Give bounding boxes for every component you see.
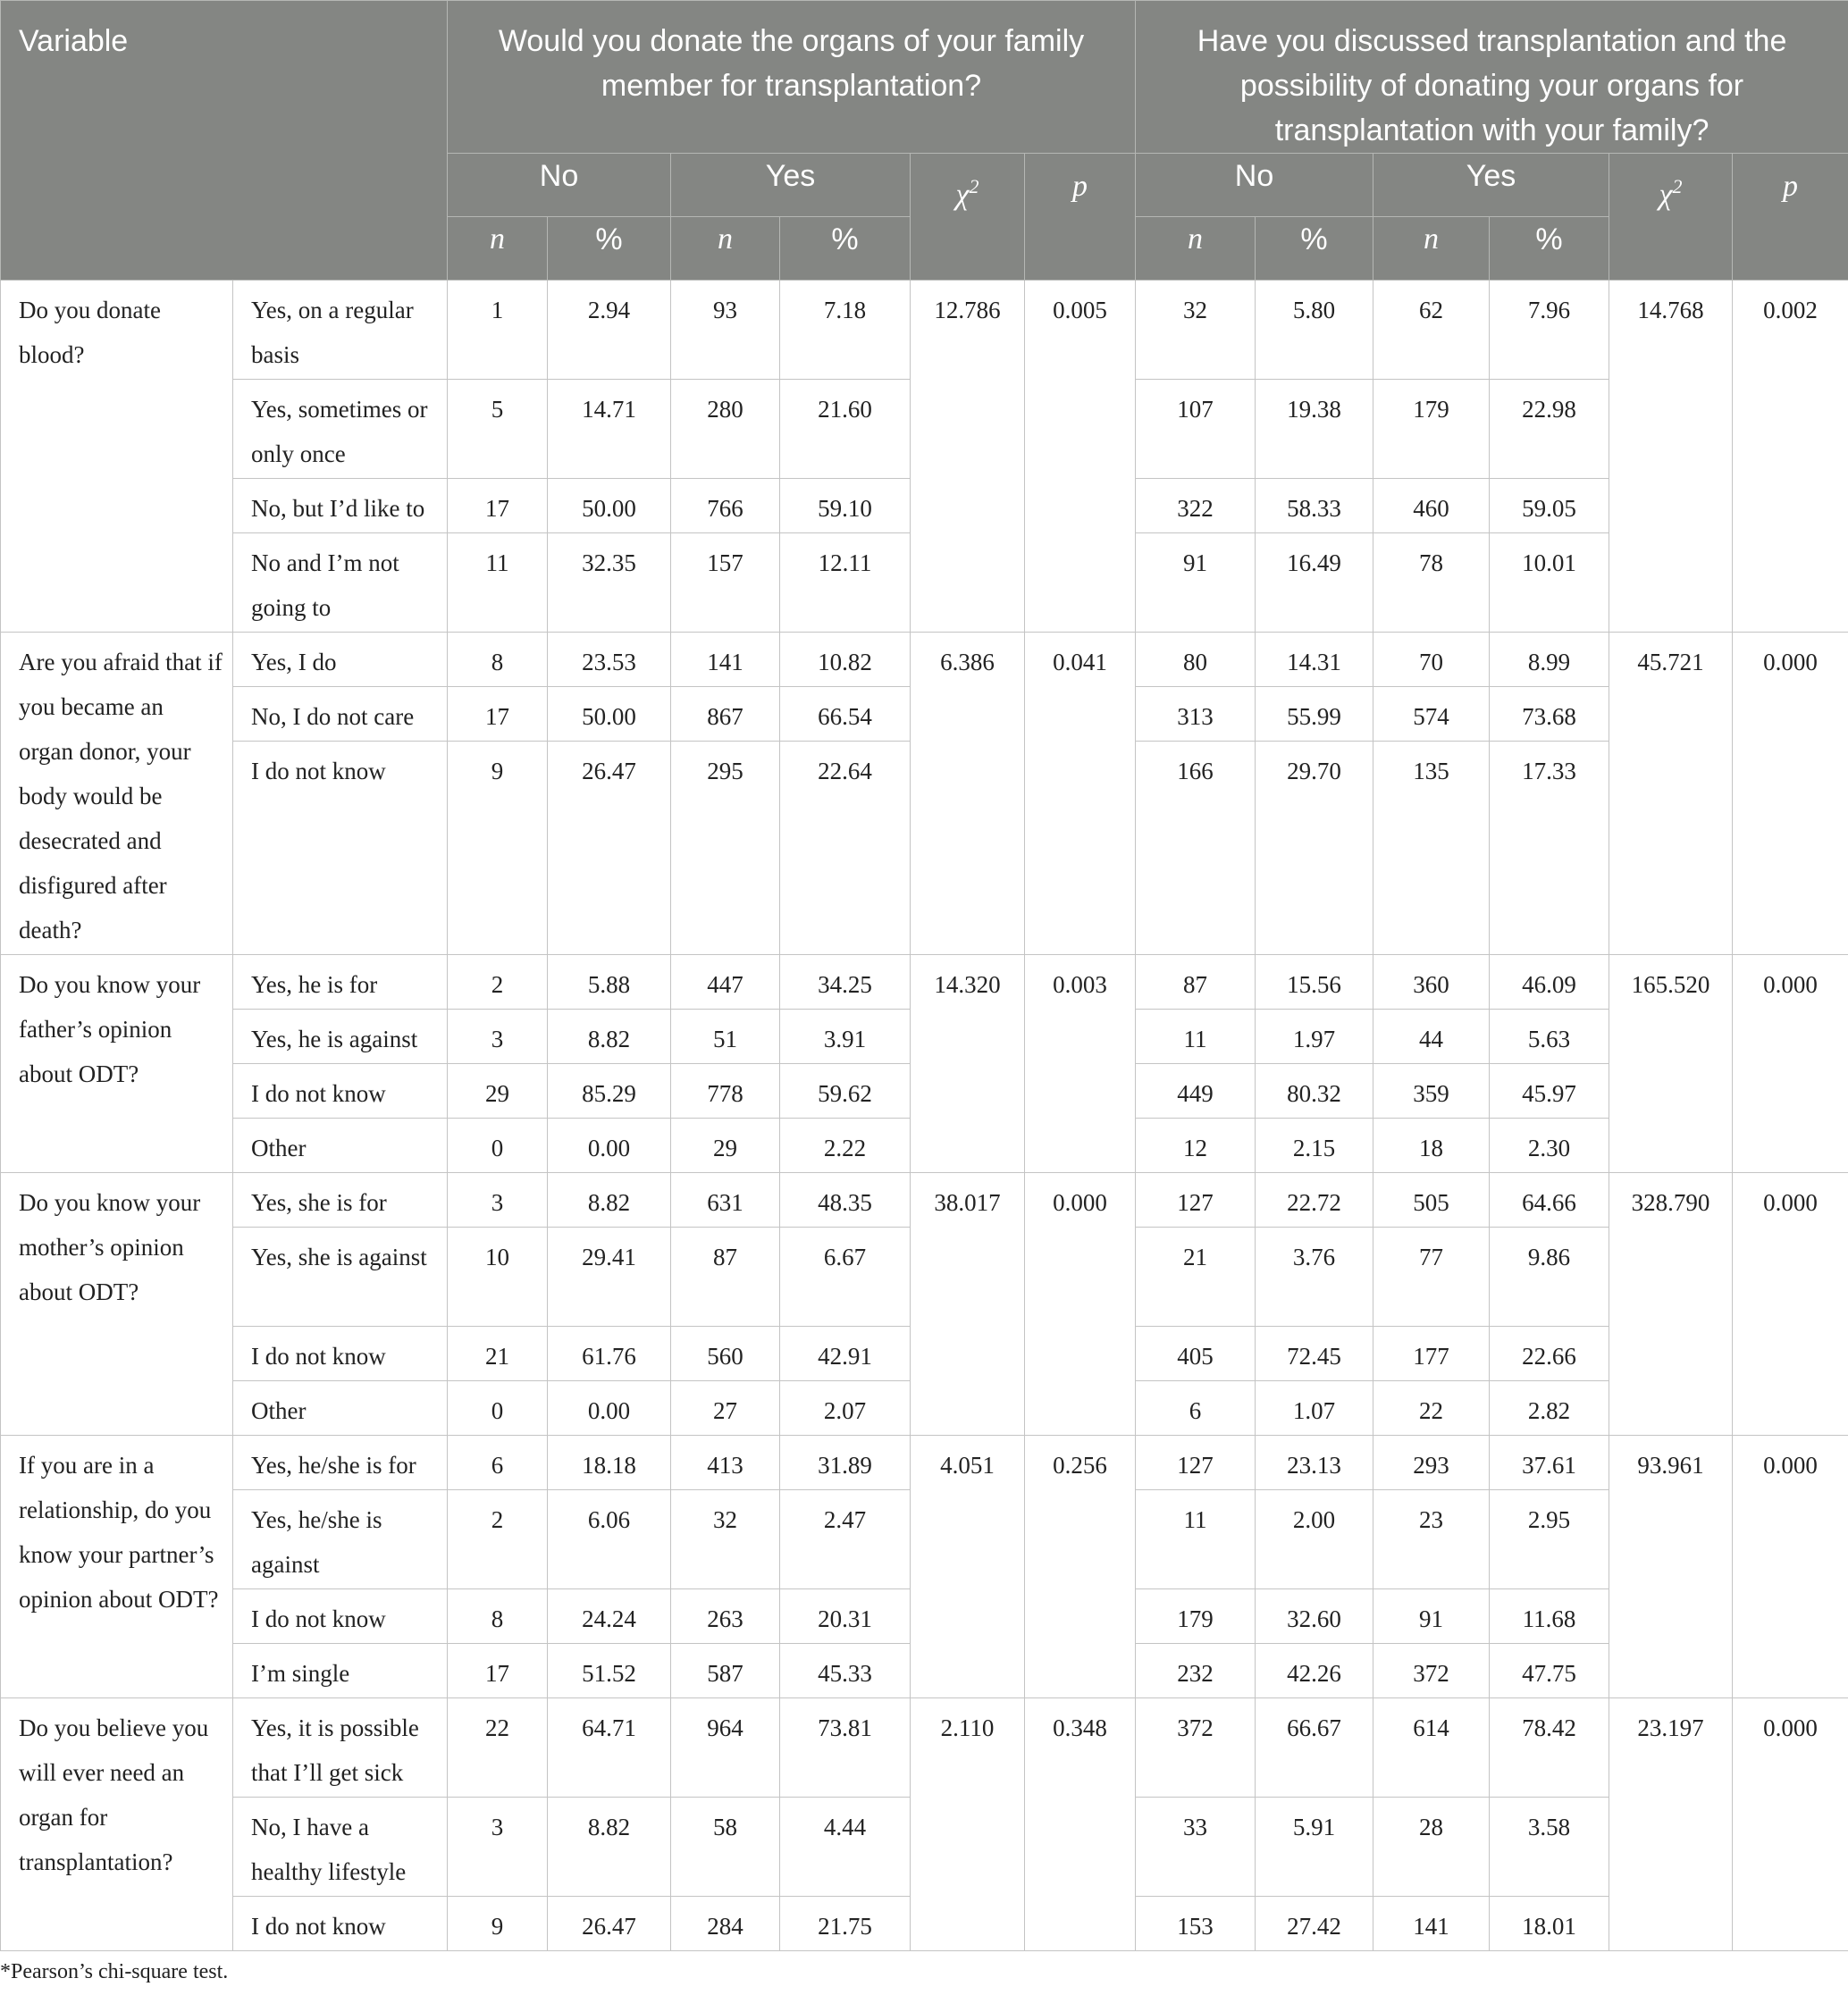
q1-yes-pct-cell: 12.11 — [780, 533, 911, 633]
q2-no-n-cell: 405 — [1136, 1327, 1256, 1381]
q2-no-pct-cell: 22.72 — [1256, 1173, 1373, 1228]
q1-yes-pct-cell: 34.25 — [780, 955, 911, 1010]
table-row — [1, 1436, 1848, 1490]
q2-no-n-cell: 32 — [1136, 281, 1256, 380]
q2-no-pct-cell: 72.45 — [1256, 1327, 1373, 1381]
variable-label: Do you know your father’s opinion about ODT? — [1, 955, 233, 1173]
level-label: Yes, I do — [233, 633, 448, 687]
q2-yes-pct-cell: 46.09 — [1490, 955, 1609, 1010]
q2-no-n-header: n — [1136, 217, 1256, 281]
q2-yes-pct-cell: 18.01 — [1490, 1897, 1609, 1951]
q2-yes-n-cell: 460 — [1373, 479, 1490, 533]
q2-no-pct-cell: 14.31 — [1256, 633, 1373, 687]
q1-yes-n-cell: 51 — [671, 1010, 780, 1064]
q1-yes-pct-cell: 4.44 — [780, 1798, 911, 1897]
q1-yes-pct-cell: 20.31 — [780, 1589, 911, 1644]
question-2-header: Have you discussed transplantation and the possibility of donating your organs for transplantation with your family? — [1136, 1, 1848, 154]
q2-no-n-cell: 21 — [1136, 1228, 1256, 1327]
q2-yes-n-cell: 135 — [1373, 742, 1490, 955]
level-label: I do not know — [233, 1327, 448, 1381]
q1-yes-pct-cell: 3.91 — [780, 1010, 911, 1064]
q2-no-n-cell: 6 — [1136, 1381, 1256, 1436]
q1-yes-pct-cell: 66.54 — [780, 687, 911, 742]
q2-no-n-cell: 372 — [1136, 1698, 1256, 1798]
q1-p-value-cell: 0.348 — [1025, 1698, 1136, 1951]
q2-yes-pct-cell: 45.97 — [1490, 1064, 1609, 1119]
q2-yes-pct-cell: 2.82 — [1490, 1381, 1609, 1436]
q2-no-pct-cell: 2.00 — [1256, 1490, 1373, 1589]
q2-no-n-cell: 11 — [1136, 1010, 1256, 1064]
q2-yes-n-cell: 293 — [1373, 1436, 1490, 1490]
q2-no-header: No — [1136, 154, 1373, 217]
q1-yes-pct-header: % — [780, 217, 911, 281]
q1-no-pct-cell: 8.82 — [548, 1173, 671, 1228]
q1-yes-pct-cell: 21.60 — [780, 380, 911, 479]
q2-yes-n-cell: 22 — [1373, 1381, 1490, 1436]
q2-chi-header: $\chi^2$ — [1609, 154, 1733, 281]
q2-no-n-cell: 87 — [1136, 955, 1256, 1010]
q2-yes-pct-header: % — [1490, 217, 1609, 281]
q2-yes-n-cell: 70 — [1373, 633, 1490, 687]
q1-no-n-cell: 17 — [448, 687, 548, 742]
table-row — [1, 1698, 1848, 1798]
q1-yes-n-cell: 263 — [671, 1589, 780, 1644]
q1-no-pct-cell: 0.00 — [548, 1119, 671, 1173]
q2-yes-pct-cell: 7.96 — [1490, 281, 1609, 380]
q2-no-n-cell: 232 — [1136, 1644, 1256, 1698]
q1-yes-n-cell: 27 — [671, 1381, 780, 1436]
q1-yes-n-cell: 295 — [671, 742, 780, 955]
level-label: No, but I’d like to — [233, 479, 448, 533]
q1-yes-n-cell: 32 — [671, 1490, 780, 1589]
q1-no-pct-cell: 50.00 — [548, 479, 671, 533]
q2-chi-square-cell: 14.768 — [1609, 281, 1733, 633]
q1-no-pct-header: % — [548, 217, 671, 281]
q2-no-pct-cell: 58.33 — [1256, 479, 1373, 533]
q1-no-pct-cell: 5.88 — [548, 955, 671, 1010]
q2-no-pct-cell: 66.67 — [1256, 1698, 1373, 1798]
q2-no-pct-cell: 19.38 — [1256, 380, 1373, 479]
q1-no-n-cell: 21 — [448, 1327, 548, 1381]
level-label: Yes, it is possible that I’ll get sick — [233, 1698, 448, 1798]
q2-no-n-cell: 166 — [1136, 742, 1256, 955]
q1-chi-square-cell: 38.017 — [911, 1173, 1025, 1436]
q1-chi-square-cell: 14.320 — [911, 955, 1025, 1173]
q2-no-pct-cell: 55.99 — [1256, 687, 1373, 742]
q2-no-pct-cell: 27.42 — [1256, 1897, 1373, 1951]
q1-no-n-cell: 29 — [448, 1064, 548, 1119]
q1-no-n-cell: 9 — [448, 742, 548, 955]
q1-no-pct-cell: 26.47 — [548, 742, 671, 955]
q1-yes-n-cell: 93 — [671, 281, 780, 380]
q2-yes-n-cell: 78 — [1373, 533, 1490, 633]
q2-no-n-cell: 127 — [1136, 1436, 1256, 1490]
q2-no-pct-cell: 23.13 — [1256, 1436, 1373, 1490]
table-row — [1, 1173, 1848, 1228]
q1-p-header: p — [1025, 154, 1136, 281]
table-header — [1, 1, 1848, 281]
level-label: No, I have a healthy lifestyle — [233, 1798, 448, 1897]
q2-yes-n-cell: 179 — [1373, 380, 1490, 479]
q1-no-n-cell: 2 — [448, 1490, 548, 1589]
variable-label: Are you afraid that if you became an organ donor, your body would be desecrated and disfigured after death? — [1, 633, 233, 955]
table-row — [1, 955, 1848, 1010]
q1-yes-n-cell: 587 — [671, 1644, 780, 1698]
q1-yes-pct-cell: 2.47 — [780, 1490, 911, 1589]
q2-p-value-cell: 0.000 — [1733, 955, 1848, 1173]
variable-label: If you are in a relationship, do you know your partner’s opinion about ODT? — [1, 1436, 233, 1698]
q1-no-pct-cell: 51.52 — [548, 1644, 671, 1698]
q1-no-n-cell: 9 — [448, 1897, 548, 1951]
q1-no-n-header: n — [448, 217, 548, 281]
level-label: No, I do not care — [233, 687, 448, 742]
q1-no-n-cell: 8 — [448, 633, 548, 687]
q2-chi-square-cell: 93.961 — [1609, 1436, 1733, 1698]
q2-no-n-cell: 12 — [1136, 1119, 1256, 1173]
q2-yes-n-cell: 91 — [1373, 1589, 1490, 1644]
footnote: *Pearson’s chi-square test. — [0, 1960, 229, 1983]
q2-p-header: p — [1733, 154, 1848, 281]
q1-yes-pct-cell: 59.10 — [780, 479, 911, 533]
q1-no-n-cell: 5 — [448, 380, 548, 479]
level-label: Other — [233, 1119, 448, 1173]
q2-yes-pct-cell: 59.05 — [1490, 479, 1609, 533]
level-label: I do not know — [233, 1589, 448, 1644]
q2-no-pct-cell: 5.91 — [1256, 1798, 1373, 1897]
variable-header: Variable — [1, 1, 448, 281]
q2-yes-n-cell: 23 — [1373, 1490, 1490, 1589]
q1-no-pct-cell: 26.47 — [548, 1897, 671, 1951]
q1-chi-square-cell: 2.110 — [911, 1698, 1025, 1951]
q2-yes-pct-cell: 47.75 — [1490, 1644, 1609, 1698]
q1-yes-n-cell: 413 — [671, 1436, 780, 1490]
q2-yes-pct-cell: 73.68 — [1490, 687, 1609, 742]
q1-no-pct-cell: 24.24 — [548, 1589, 671, 1644]
q2-yes-pct-cell: 37.61 — [1490, 1436, 1609, 1490]
q1-yes-pct-cell: 42.91 — [780, 1327, 911, 1381]
table-row — [1, 633, 1848, 687]
level-label: Yes, on a regular basis — [233, 281, 448, 380]
q1-no-n-cell: 17 — [448, 1644, 548, 1698]
q2-yes-header: Yes — [1373, 154, 1609, 217]
q1-p-value-cell: 0.041 — [1025, 633, 1136, 955]
q1-yes-pct-cell: 7.18 — [780, 281, 911, 380]
q1-yes-pct-cell: 45.33 — [780, 1644, 911, 1698]
variable-label: Do you donate blood? — [1, 281, 233, 633]
table-row — [1, 281, 1848, 380]
q1-no-pct-cell: 29.41 — [548, 1228, 671, 1327]
q1-yes-n-cell: 58 — [671, 1798, 780, 1897]
q2-no-n-cell: 33 — [1136, 1798, 1256, 1897]
q1-yes-n-cell: 87 — [671, 1228, 780, 1327]
q1-no-n-cell: 0 — [448, 1119, 548, 1173]
q1-no-pct-cell: 85.29 — [548, 1064, 671, 1119]
level-label: Yes, she is for — [233, 1173, 448, 1228]
q2-yes-n-cell: 141 — [1373, 1897, 1490, 1951]
q1-no-pct-cell: 50.00 — [548, 687, 671, 742]
q1-no-pct-cell: 61.76 — [548, 1327, 671, 1381]
q2-yes-pct-cell: 2.30 — [1490, 1119, 1609, 1173]
q2-no-pct-cell: 3.76 — [1256, 1228, 1373, 1327]
q1-yes-pct-cell: 48.35 — [780, 1173, 911, 1228]
q1-p-value-cell: 0.003 — [1025, 955, 1136, 1173]
level-label: I’m single — [233, 1644, 448, 1698]
q2-no-pct-cell: 16.49 — [1256, 533, 1373, 633]
q2-yes-n-cell: 44 — [1373, 1010, 1490, 1064]
q2-yes-n-cell: 614 — [1373, 1698, 1490, 1798]
q1-yes-pct-cell: 10.82 — [780, 633, 911, 687]
q1-chi-square-cell: 4.051 — [911, 1436, 1025, 1698]
q1-yes-n-cell: 141 — [671, 633, 780, 687]
q2-yes-pct-cell: 9.86 — [1490, 1228, 1609, 1327]
q2-p-value-cell: 0.000 — [1733, 1436, 1848, 1698]
q2-p-value-cell: 0.000 — [1733, 633, 1848, 955]
q2-no-n-cell: 127 — [1136, 1173, 1256, 1228]
q1-yes-pct-cell: 73.81 — [780, 1698, 911, 1798]
variable-label: Do you know your mother’s opinion about ODT? — [1, 1173, 233, 1436]
q1-yes-pct-cell: 31.89 — [780, 1436, 911, 1490]
q2-no-n-cell: 107 — [1136, 380, 1256, 479]
level-label: Yes, sometimes or only once — [233, 380, 448, 479]
level-label: Yes, he is against — [233, 1010, 448, 1064]
q1-no-n-cell: 11 — [448, 533, 548, 633]
q2-no-pct-cell: 1.07 — [1256, 1381, 1373, 1436]
q2-yes-pct-cell: 10.01 — [1490, 533, 1609, 633]
q1-yes-pct-cell: 59.62 — [780, 1064, 911, 1119]
q1-yes-n-cell: 447 — [671, 955, 780, 1010]
q2-yes-pct-cell: 22.66 — [1490, 1327, 1609, 1381]
q1-no-n-cell: 17 — [448, 479, 548, 533]
q2-chi-square-cell: 165.520 — [1609, 955, 1733, 1173]
q2-chi-square-cell: 45.721 — [1609, 633, 1733, 955]
q2-no-pct-cell: 80.32 — [1256, 1064, 1373, 1119]
q1-p-value-cell: 0.000 — [1025, 1173, 1136, 1436]
q1-no-pct-cell: 14.71 — [548, 380, 671, 479]
q2-yes-pct-cell: 2.95 — [1490, 1490, 1609, 1589]
q2-no-pct-cell: 15.56 — [1256, 955, 1373, 1010]
q1-no-n-cell: 2 — [448, 955, 548, 1010]
q1-no-n-cell: 0 — [448, 1381, 548, 1436]
q1-yes-n-cell: 560 — [671, 1327, 780, 1381]
q1-no-pct-cell: 2.94 — [548, 281, 671, 380]
q2-no-pct-cell: 42.26 — [1256, 1644, 1373, 1698]
q2-yes-n-cell: 28 — [1373, 1798, 1490, 1897]
q2-p-value-cell: 0.002 — [1733, 281, 1848, 633]
q2-yes-n-header: n — [1373, 217, 1490, 281]
table-body — [1, 281, 1848, 1951]
level-label: Yes, he/she is for — [233, 1436, 448, 1490]
variable-label: Do you believe you will ever need an organ for transplantation? — [1, 1698, 233, 1951]
question-1-header: Would you donate the organs of your family member for transplantation? — [448, 1, 1136, 154]
q1-no-pct-cell: 32.35 — [548, 533, 671, 633]
q1-no-header: No — [448, 154, 671, 217]
q1-yes-pct-cell: 6.67 — [780, 1228, 911, 1327]
q2-chi-square-cell: 328.790 — [1609, 1173, 1733, 1436]
q1-yes-n-cell: 280 — [671, 380, 780, 479]
q1-chi-square-cell: 12.786 — [911, 281, 1025, 633]
q1-yes-n-cell: 157 — [671, 533, 780, 633]
q1-yes-n-cell: 867 — [671, 687, 780, 742]
q1-yes-pct-cell: 2.07 — [780, 1381, 911, 1436]
q1-no-n-cell: 3 — [448, 1798, 548, 1897]
q2-p-value-cell: 0.000 — [1733, 1173, 1848, 1436]
q1-yes-header: Yes — [671, 154, 911, 217]
level-label: I do not know — [233, 1064, 448, 1119]
level-label: Yes, he/she is against — [233, 1490, 448, 1589]
q2-no-n-cell: 80 — [1136, 633, 1256, 687]
q2-chi-square-cell: 23.197 — [1609, 1698, 1733, 1951]
q2-no-pct-header: % — [1256, 217, 1373, 281]
q1-yes-n-cell: 964 — [671, 1698, 780, 1798]
q2-yes-n-cell: 505 — [1373, 1173, 1490, 1228]
q1-no-n-cell: 3 — [448, 1010, 548, 1064]
q1-no-n-cell: 1 — [448, 281, 548, 380]
q2-yes-pct-cell: 78.42 — [1490, 1698, 1609, 1798]
q1-no-n-cell: 6 — [448, 1436, 548, 1490]
q1-no-n-cell: 22 — [448, 1698, 548, 1798]
q2-yes-n-cell: 177 — [1373, 1327, 1490, 1381]
q2-yes-n-cell: 574 — [1373, 687, 1490, 742]
level-label: Yes, she is against — [233, 1228, 448, 1327]
q1-p-value-cell: 0.256 — [1025, 1436, 1136, 1698]
q1-no-pct-cell: 8.82 — [548, 1798, 671, 1897]
q1-no-n-cell: 3 — [448, 1173, 548, 1228]
q2-yes-pct-cell: 64.66 — [1490, 1173, 1609, 1228]
q1-yes-pct-cell: 22.64 — [780, 742, 911, 955]
q2-yes-pct-cell: 22.98 — [1490, 380, 1609, 479]
level-label: I do not know — [233, 742, 448, 955]
q2-no-pct-cell: 2.15 — [1256, 1119, 1373, 1173]
q1-chi-header: $\chi^2$ — [911, 154, 1025, 281]
q2-no-pct-cell: 5.80 — [1256, 281, 1373, 380]
q2-yes-n-cell: 18 — [1373, 1119, 1490, 1173]
q1-yes-n-cell: 778 — [671, 1064, 780, 1119]
q2-yes-pct-cell: 11.68 — [1490, 1589, 1609, 1644]
level-label: I do not know — [233, 1897, 448, 1951]
q1-yes-n-cell: 284 — [671, 1897, 780, 1951]
q2-no-n-cell: 313 — [1136, 687, 1256, 742]
q1-yes-n-cell: 29 — [671, 1119, 780, 1173]
q2-no-pct-cell: 1.97 — [1256, 1010, 1373, 1064]
q2-yes-pct-cell: 3.58 — [1490, 1798, 1609, 1897]
q1-no-pct-cell: 0.00 — [548, 1381, 671, 1436]
q1-no-pct-cell: 64.71 — [548, 1698, 671, 1798]
q1-chi-square-cell: 6.386 — [911, 633, 1025, 955]
q1-yes-n-header: n — [671, 217, 780, 281]
q2-yes-pct-cell: 17.33 — [1490, 742, 1609, 955]
q2-no-n-cell: 179 — [1136, 1589, 1256, 1644]
q1-no-pct-cell: 6.06 — [548, 1490, 671, 1589]
q1-no-n-cell: 10 — [448, 1228, 548, 1327]
q2-yes-n-cell: 372 — [1373, 1644, 1490, 1698]
q2-no-n-cell: 11 — [1136, 1490, 1256, 1589]
q2-p-value-cell: 0.000 — [1733, 1698, 1848, 1951]
q1-yes-n-cell: 631 — [671, 1173, 780, 1228]
q2-yes-n-cell: 359 — [1373, 1064, 1490, 1119]
q1-no-pct-cell: 23.53 — [548, 633, 671, 687]
q1-yes-pct-cell: 2.22 — [780, 1119, 911, 1173]
q1-no-n-cell: 8 — [448, 1589, 548, 1644]
q1-p-value-cell: 0.005 — [1025, 281, 1136, 633]
level-label: Other — [233, 1381, 448, 1436]
q2-yes-n-cell: 77 — [1373, 1228, 1490, 1327]
q2-no-n-cell: 322 — [1136, 479, 1256, 533]
q2-no-n-cell: 153 — [1136, 1897, 1256, 1951]
q2-no-n-cell: 449 — [1136, 1064, 1256, 1119]
q2-no-n-cell: 91 — [1136, 533, 1256, 633]
q1-yes-n-cell: 766 — [671, 479, 780, 533]
level-label: Yes, he is for — [233, 955, 448, 1010]
q1-no-pct-cell: 18.18 — [548, 1436, 671, 1490]
q2-no-pct-cell: 29.70 — [1256, 742, 1373, 955]
q2-yes-n-cell: 62 — [1373, 281, 1490, 380]
q2-no-pct-cell: 32.60 — [1256, 1589, 1373, 1644]
q2-yes-pct-cell: 5.63 — [1490, 1010, 1609, 1064]
q1-yes-pct-cell: 21.75 — [780, 1897, 911, 1951]
q2-yes-pct-cell: 8.99 — [1490, 633, 1609, 687]
q2-yes-n-cell: 360 — [1373, 955, 1490, 1010]
q1-no-pct-cell: 8.82 — [548, 1010, 671, 1064]
level-label: No and I’m not going to — [233, 533, 448, 633]
